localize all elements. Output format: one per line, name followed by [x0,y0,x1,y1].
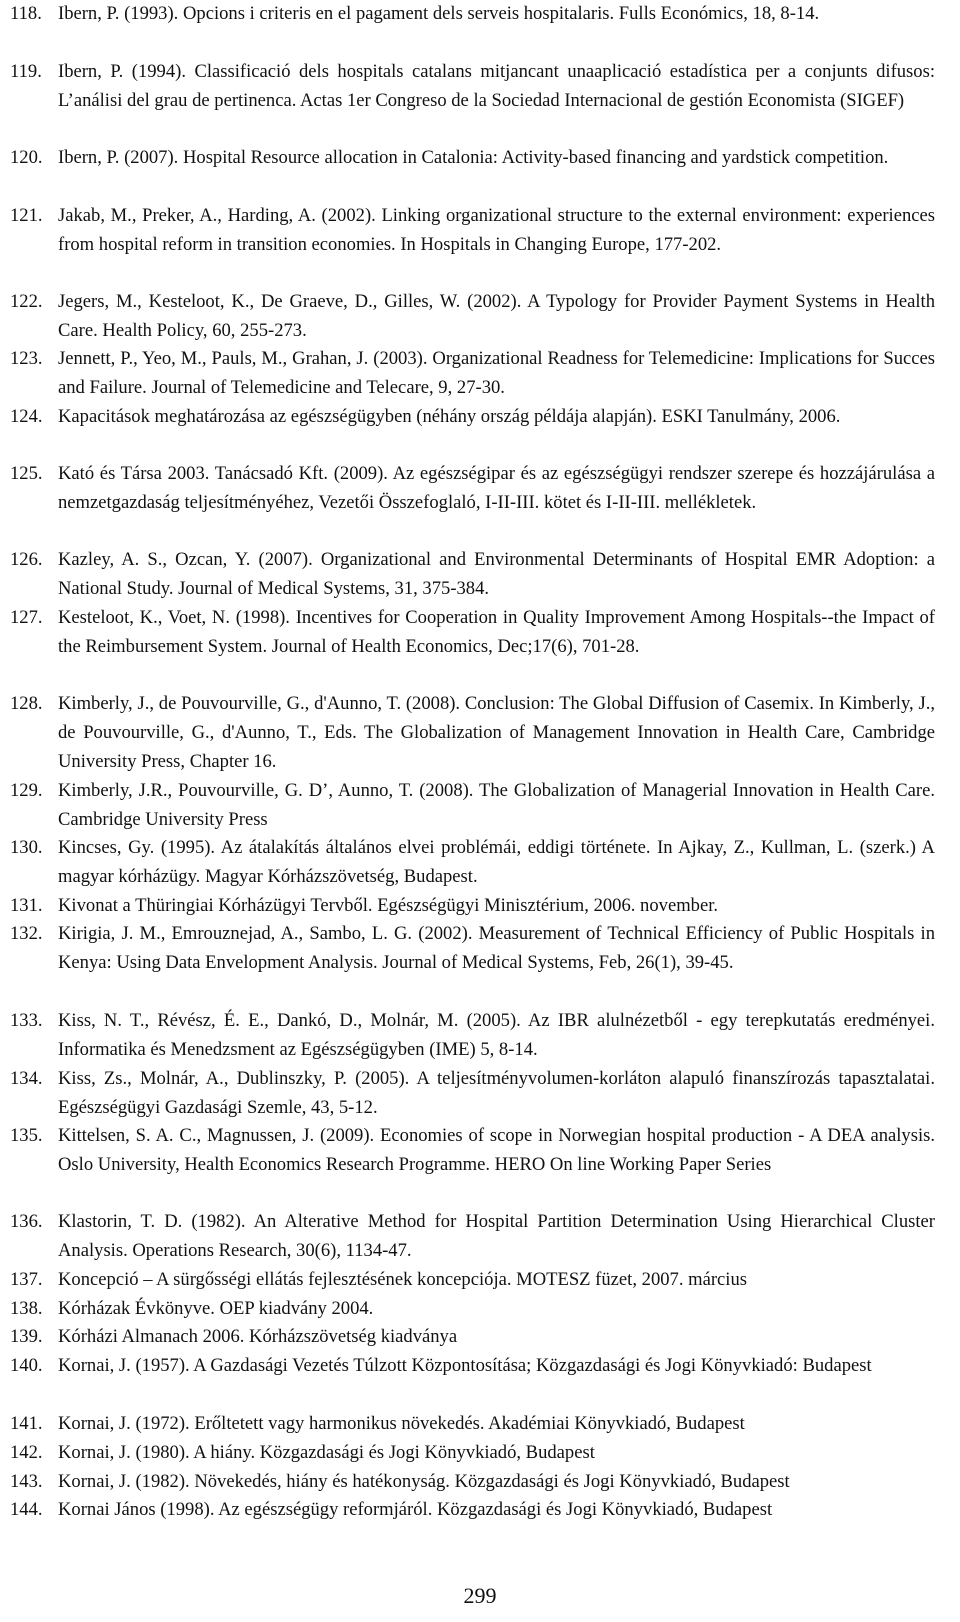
reference-text: Kincses, Gy. (1995). Az átalakítás általános elvei problémái, eddigi története. In Ajkay, Z., Kullman, L. (szerk.) A magyar kórházügy. Magyar Kórházszövetség, Budapest. [58,837,935,887]
reference-number: 125. [10,463,43,484]
reference-item [0,834,935,892]
reference-item [0,777,935,835]
reference-item [0,288,935,346]
reference-item [0,1065,935,1123]
reference-item [0,604,935,662]
reference-text: Kesteloot, K., Voet, N. (1998). Incentives for Cooperation in Quality Improvement Among Hospitals--the Impact of the Reimbursement System. Journal of Health Economics, Dec;17(6), 701-28. [58,607,935,657]
reference-item [0,460,935,518]
reference-text: Jennett, P., Yeo, M., Pauls, M., Grahan, J. (2003). Organizational Readness for Telemedicine: Implications for Succes and Failure. Journal of Telemedicine and Telecare, 9, 27-30. [58,348,935,398]
reference-number: 144. [10,1499,43,1520]
reference-text: Kornai, J. (1980). A hiány. Közgazdasági és Jogi Könyvkiadó, Budapest [58,1442,595,1463]
reference-item [0,892,935,921]
reference-item [0,345,935,403]
reference-number: 138. [10,1298,43,1319]
reference-number: 126. [10,549,43,570]
reference-text: Ibern, P. (1994). Classificació dels hospitals catalans mitjancant unaaplicació estadística per a conjunts difusos: L’análisi del grau de pertinenca. Actas 1er Congreso de la Sociedad Internacional de gestión Economista (SIGEF) [58,61,935,111]
reference-item [0,546,935,604]
reference-item [0,1295,935,1324]
reference-item [0,0,935,29]
reference-number: 118. [10,3,42,24]
reference-text: Koncepció – A sürgősségi ellátás fejlesztésének koncepciója. MOTESZ füzet, 2007. március [58,1269,747,1290]
reference-item [0,690,935,776]
reference-text: Kornai, J. (1972). Erőltetett vagy harmonikus növekedés. Akadémiai Könyvkiadó, Budapest [58,1413,745,1434]
reference-number: 128. [10,693,43,714]
reference-text: Kimberly, J.R., Pouvourville, G. D’, Aunno, T. (2008). The Globalization of Managerial Innovation in Health Care. Cambridge University Press [58,780,935,830]
reference-number: 123. [10,348,43,369]
reference-item [0,920,935,978]
reference-text: Kirigia, J. M., Emrouznejad, A., Sambo, L. G. (2002). Measurement of Technical Efficiency of Public Hospitals in Kenya: Using Data Envelopment Analysis. Journal of Medical Systems, Feb, 26(1), 39-45. [58,923,935,973]
reference-number: 139. [10,1326,43,1347]
reference-number: 140. [10,1355,43,1376]
reference-text: Kiss, Zs., Molnár, A., Dublinszky, P. (2005). A teljesítményvolumen-korláton alapuló finanszírozás tapasztalatai. Egészségügyi Gazdasági Szemle, 43, 5-12. [58,1068,935,1118]
reference-text: Kiss, N. T., Révész, É. E., Dankó, D., Molnár, M. (2005). Az IBR alulnézetből - egy terepkutatás eredményei. Informatika és Menedzsment az Egészségügyben (IME) 5, 8-14. [58,1010,935,1060]
reference-text: Kornai, J. (1957). A Gazdasági Vezetés Túlzott Központosítása; Közgazdasági és Jogi Könyvkiadó: Budapest [58,1355,872,1376]
reference-number: 132. [10,923,43,944]
reference-number: 130. [10,837,43,858]
reference-text: Kornai, J. (1982). Növekedés, hiány és hatékonyság. Közgazdasági és Jogi Könyvkiadó, Budapest [58,1471,790,1492]
reference-text: Kittelsen, S. A. C., Magnussen, J. (2009). Economies of scope in Norwegian hospital production - A DEA analysis. Oslo University, Health Economics Research Programme. HERO On line Working Paper Series [58,1125,935,1175]
reference-number: 119. [10,61,42,82]
reference-number: 135. [10,1125,43,1146]
reference-number: 133. [10,1010,43,1031]
reference-number: 122. [10,291,43,312]
reference-item [0,1352,935,1381]
reference-number: 136. [10,1211,43,1232]
reference-text: Jakab, M., Preker, A., Harding, A. (2002). Linking organizational structure to the external environment: experiences from hospital reform in transition economies. In Hospitals in Changing Europe, 177-202. [58,205,935,255]
reference-item [0,1410,935,1439]
reference-item [0,202,935,260]
reference-number: 141. [10,1413,43,1434]
reference-text: Kapacitások meghatározása az egészségügyben (néhány ország példája alapján). ESKI Tanulmány, 2006. [58,406,841,427]
reference-text: Klastorin, T. D. (1982). An Alterative Method for Hospital Partition Determination Using Hierarchical Cluster Analysis. Operations Research, 30(6), 1134-47. [58,1211,935,1261]
reference-number: 120. [10,147,43,168]
reference-text: Jegers, M., Kesteloot, K., De Graeve, D., Gilles, W. (2002). A Typology for Provider Payment Systems in Health Care. Health Policy, 60, 255-273. [58,291,935,341]
reference-text: Kazley, A. S., Ozcan, Y. (2007). Organizational and Environmental Determinants of Hospital EMR Adoption: a National Study. Journal of Medical Systems, 31, 375-384. [58,549,935,599]
reference-number: 142. [10,1442,43,1463]
reference-text: Kórházak Évkönyve. OEP kiadvány 2004. [58,1298,374,1319]
reference-number: 121. [10,205,43,226]
reference-text: Kimberly, J., de Pouvourville, G., d'Aunno, T. (2008). Conclusion: The Global Diffusion of Casemix. In Kimberly, J., de Pouvourville, G., d'Aunno, T., Eds. The Globalization of Management Innovation in Health Care, Cambridge University Press, Chapter 16. [58,693,935,772]
reference-text: Kató és Társa 2003. Tanácsadó Kft. (2009). Az egészségipar és az egészségügyi rendszer szerepe és hozzájárulása a nemzetgazdaság teljesítményéhez, Vezetői Összefoglaló, I-II-III. kötet és I-II-III. mellékletek. [58,463,935,513]
reference-number: 127. [10,607,43,628]
reference-text: Ibern, P. (1993). Opcions i criteris en el pagament dels serveis hospitalaris. Fulls Económics, 18, 8-14. [58,3,820,24]
reference-item [0,1007,935,1065]
reference-item [0,1439,935,1468]
reference-number: 143. [10,1471,43,1492]
reference-item [0,1496,935,1525]
reference-item [0,1122,935,1180]
reference-number: 131. [10,895,43,916]
reference-item [0,144,935,173]
reference-text: Kivonat a Thüringiai Kórházügyi Tervből. Egészségügyi Minisztérium, 2006. november. [58,895,719,916]
reference-item [0,1323,935,1352]
reference-number: 137. [10,1269,43,1290]
reference-text: Ibern, P. (2007). Hospital Resource allocation in Catalonia: Activity-based financing and yardstick competition. [58,147,889,168]
reference-item [0,58,935,116]
reference-number: 129. [10,780,43,801]
page-number: 299 [463,1583,497,1608]
reference-text: Kornai János (1998). Az egészségügy reformjáról. Közgazdasági és Jogi Könyvkiadó, Budapest [58,1499,773,1520]
reference-number: 124. [10,406,43,427]
reference-item [0,1266,935,1295]
reference-text: Kórházi Almanach 2006. Kórházszövetség kiadványa [58,1326,458,1347]
reference-number: 134. [10,1068,43,1089]
reference-item [0,403,935,432]
reference-item [0,1468,935,1497]
reference-item [0,1208,935,1266]
